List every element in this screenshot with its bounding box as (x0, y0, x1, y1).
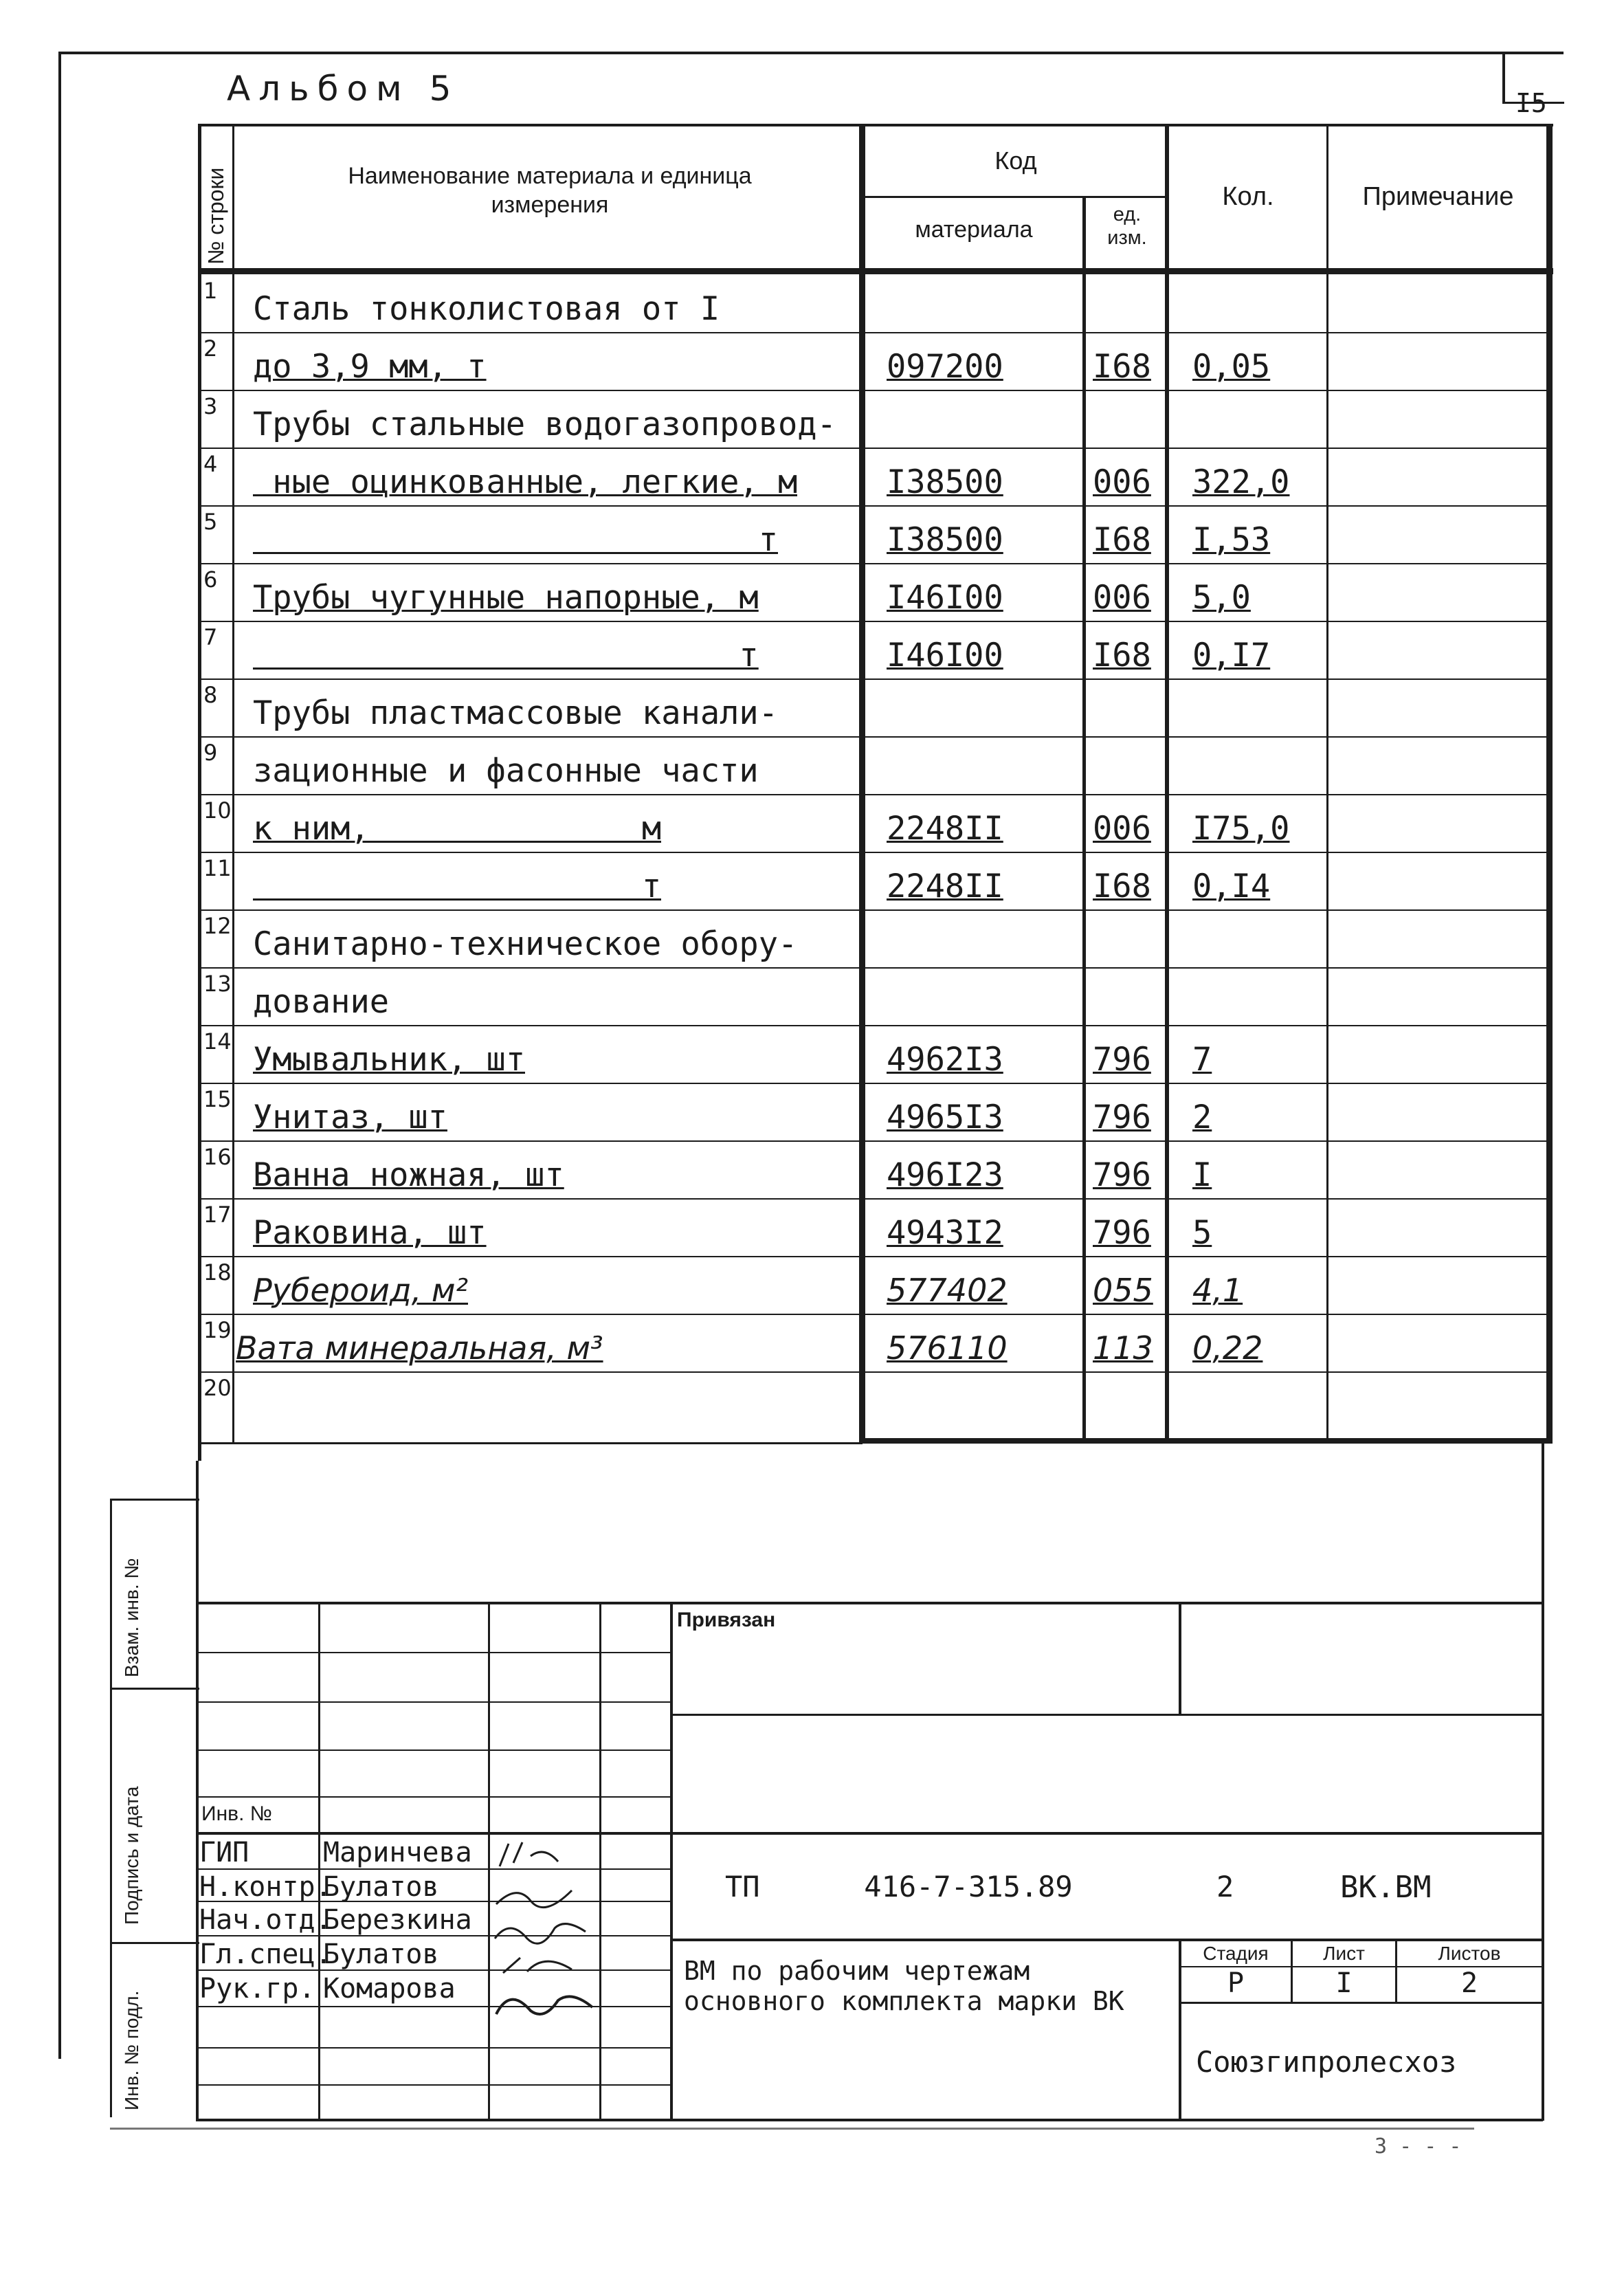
row-unit-code: 796 (1093, 1041, 1151, 1079)
stamp-right-line (1542, 1444, 1544, 2121)
row-line (199, 448, 1550, 449)
name-col-line (859, 124, 865, 1444)
row-unit-code: 796 (1093, 1099, 1151, 1136)
page-number: I5 (1515, 88, 1547, 118)
side-strip-line (110, 1688, 199, 1690)
stamp-person-name: Комарова (323, 1973, 456, 2005)
row-name: т (253, 521, 779, 559)
row-unit-code: 006 (1093, 810, 1151, 848)
row-unit-code: I68 (1093, 637, 1151, 674)
stamp-grid-line (318, 1602, 320, 2121)
row-quantity: I75,0 (1192, 810, 1290, 848)
row-line (199, 505, 1550, 507)
row-number: 5 (203, 509, 218, 535)
stamp-role: Нач.отд. (199, 1904, 332, 1936)
row-name: зационные и фасонные части (253, 752, 759, 790)
stamp-person-name: Березкина (323, 1904, 472, 1936)
row-number: 10 (203, 797, 232, 824)
row-number: 17 (203, 1202, 232, 1228)
row-name: Ванна ножная, шт (253, 1156, 564, 1194)
stamp-bottom-line (196, 2119, 1543, 2121)
row-material-code: I38500 (887, 463, 1003, 501)
row-quantity: 7 (1192, 1041, 1212, 1079)
row-number: 20 (203, 1375, 232, 1401)
side-label-vzam: Взам. инв. № (121, 1558, 142, 1677)
row-quantity: 5,0 (1192, 579, 1251, 617)
row-number: 11 (203, 855, 232, 881)
frame-top (58, 52, 1564, 54)
signatures (489, 1835, 599, 2079)
stamp-grid-line (196, 1701, 670, 1703)
row-line (199, 794, 1550, 795)
row-unit-code: 006 (1093, 579, 1151, 617)
stamp-role: ГИП (199, 1837, 249, 1868)
stamp-grid-line (196, 1796, 670, 1798)
row-name: Раковина, шт (253, 1214, 487, 1252)
signature-1 (500, 1842, 558, 1866)
row-quantity: 0,I7 (1192, 637, 1271, 674)
table-right-line (1546, 124, 1553, 1444)
row-line (199, 852, 1550, 853)
row-quantity: 2 (1192, 1099, 1212, 1136)
project-code: ТП 416-7-315.89 (725, 1870, 1073, 1903)
row-material-code: 496I23 (887, 1156, 1003, 1194)
stamp-person-name: Булатов (323, 1871, 439, 1903)
row-line (199, 563, 1550, 564)
sheets-label: Листов (1438, 1943, 1501, 1964)
header-material: материала (915, 217, 1033, 243)
row-quantity: I,53 (1192, 521, 1271, 559)
stamp-grid-line (196, 1749, 670, 1751)
row-material-code: 577402 (887, 1272, 1008, 1309)
mark-code: ВК.ВМ (1340, 1870, 1432, 1905)
stamp-grid-line (670, 1714, 1543, 1716)
row-line (199, 621, 1550, 622)
row-name: Санитарно-техническое обору- (253, 925, 798, 963)
row-quantity: 4,1 (1192, 1272, 1243, 1309)
header-name: Наименование материала и единица измерения (348, 163, 752, 218)
table-left-line (198, 124, 201, 1461)
signature-4 (503, 1958, 572, 1973)
row-number: 2 (203, 335, 218, 362)
row-line (199, 1314, 1550, 1315)
row-number: 3 (203, 393, 218, 419)
row-name: Рубероид, м² (253, 1272, 469, 1309)
unit-col-line (1165, 124, 1169, 1444)
frame-left (58, 52, 61, 2059)
header-qty: Кол. (1222, 182, 1274, 211)
stamp-person-name: Маринчева (323, 1837, 472, 1868)
header-unit: ед. изм. (1107, 203, 1147, 249)
row-quantity: 0,05 (1192, 348, 1271, 386)
row-name: Трубы стальные водогазопровод- (253, 406, 836, 443)
row-name: т (253, 868, 662, 905)
stamp-grid-line (670, 1939, 1543, 1941)
row-number: 19 (203, 1317, 232, 1343)
row-name: Трубы пластмассовые канали- (253, 694, 779, 732)
row-line (199, 678, 1550, 680)
row-material-code: 4943I2 (887, 1214, 1003, 1252)
row-quantity: 322,0 (1192, 463, 1290, 501)
row-name: к ним, м (253, 810, 662, 848)
side-strip-line (110, 1942, 199, 1944)
qty-col-line (1326, 124, 1328, 1444)
sheets-value: 2 (1460, 1967, 1478, 1999)
stamp-top-line (196, 1602, 1543, 1604)
row-name: Трубы чугунные напорные, м (253, 579, 759, 617)
row-material-code: 576110 (887, 1329, 1008, 1367)
row-name: дование (253, 983, 390, 1021)
signature-2 (496, 1890, 572, 1908)
row-material-code: I46I00 (887, 579, 1003, 617)
table-top-line (199, 124, 1553, 126)
row-unit-code: 055 (1093, 1272, 1153, 1309)
row-number: 15 (203, 1086, 232, 1112)
header-bottom-line (199, 268, 1553, 274)
row-line (199, 1083, 1550, 1084)
side-strip-line (110, 1499, 199, 1501)
row-name: Умывальник, шт (253, 1041, 526, 1079)
stamp-role: Н.контр. (199, 1871, 332, 1903)
row-number: 4 (203, 451, 218, 477)
row-material-code: 4962I3 (887, 1041, 1003, 1079)
stamp-role: Гл.спец. (199, 1939, 332, 1970)
row-quantity: I (1192, 1156, 1212, 1194)
row-material-code: I46I00 (887, 637, 1003, 674)
row-unit-code: I68 (1093, 521, 1151, 559)
stamp-person-name: Булатов (323, 1939, 439, 1970)
bottom-trim-line (110, 2128, 1474, 2130)
row-name: ные оцинкованные, легкие, м (253, 463, 798, 501)
sheet-number-mark: 2 (1216, 1870, 1234, 1903)
row-material-code: 2248II (887, 868, 1003, 905)
signature-3 (495, 1924, 586, 1944)
row-unit-code: I68 (1093, 348, 1151, 386)
stamp-grid-line (1179, 1602, 1181, 1715)
row-number: 8 (203, 682, 218, 708)
row-number: 1 (203, 278, 218, 304)
row-unit-code: 113 (1093, 1329, 1153, 1367)
header-note: Примечание (1362, 182, 1514, 211)
document-title: ВМ по рабочим чертежам основного комплекта марки ВК (684, 1956, 1124, 2016)
row-unit-code: 796 (1093, 1156, 1151, 1194)
side-label-podpis: Подпись и дата (121, 1786, 142, 1925)
rowno-col-line (232, 124, 234, 1444)
header-code: Код (994, 146, 1037, 175)
stamp-left-line (196, 1461, 199, 2121)
footer-mark: 3 - - - (1375, 2134, 1462, 2159)
row-line (199, 1198, 1550, 1200)
header-row-no: № строки (203, 167, 228, 265)
row-quantity: 0,22 (1192, 1329, 1263, 1367)
row-name: т (253, 637, 759, 674)
sheet-value: I (1335, 1967, 1353, 1999)
row-name: Сталь тонколистовая от I (253, 290, 720, 328)
row-number: 14 (203, 1028, 232, 1055)
row-number: 6 (203, 566, 218, 593)
row-line (199, 390, 1550, 391)
row-number: 12 (203, 913, 232, 939)
row-number: 16 (203, 1144, 232, 1170)
stage-label: Стадия (1203, 1943, 1269, 1964)
row-material-code: 4965I3 (887, 1099, 1003, 1136)
row-line (199, 736, 1550, 738)
table-bottom-line (199, 1442, 863, 1444)
row-name: Вата минеральная, м³ (236, 1329, 603, 1367)
row-number: 7 (203, 624, 218, 650)
stage-value: Р (1227, 1967, 1245, 1999)
organization: Союзгипролесхоз (1196, 2045, 1457, 2079)
row-material-code: I38500 (887, 521, 1003, 559)
code-subheader-line (863, 196, 1168, 198)
side-strip-line (110, 1499, 112, 2117)
privyazan-label: Привязан (677, 1609, 776, 1631)
row-name: до 3,9 мм, т (253, 348, 487, 386)
signature-5 (496, 1996, 592, 2014)
album-label: Альбом 5 (227, 69, 460, 109)
row-number: 9 (203, 740, 218, 766)
row-quantity: 0,I4 (1192, 868, 1271, 905)
stamp-grid-line (670, 1602, 673, 2121)
row-quantity: 5 (1192, 1214, 1212, 1252)
stamp-grid-line (196, 2084, 670, 2086)
table-thick-bottom (859, 1438, 1553, 1444)
stamp-role: Рук.гр. (199, 1973, 315, 2005)
row-line (199, 967, 1550, 969)
row-line (199, 1140, 1550, 1142)
sheet-label: Лист (1323, 1943, 1365, 1964)
stamp-grid-line (196, 1652, 670, 1653)
row-material-code: 2248II (887, 810, 1003, 848)
row-number: 13 (203, 971, 232, 997)
stamp-grid-line (196, 1832, 1543, 1835)
row-unit-code: I68 (1093, 868, 1151, 905)
page-number-box-left (1502, 52, 1505, 103)
inv-no-label: Инв. № (201, 1802, 272, 1825)
row-line (199, 332, 1550, 333)
stamp-grid-line (599, 1602, 601, 2121)
row-material-code: 097200 (887, 348, 1003, 386)
row-number: 18 (203, 1259, 232, 1285)
row-unit-code: 006 (1093, 463, 1151, 501)
row-line (199, 1371, 1550, 1373)
side-label-inv-podl: Инв. № подл. (121, 1990, 142, 2110)
stamp-grid-line (1179, 2002, 1543, 2004)
row-line (199, 909, 1550, 911)
row-line (199, 1256, 1550, 1257)
row-unit-code: 796 (1093, 1214, 1151, 1252)
row-line (199, 1025, 1550, 1026)
row-name: Унитаз, шт (253, 1099, 447, 1136)
